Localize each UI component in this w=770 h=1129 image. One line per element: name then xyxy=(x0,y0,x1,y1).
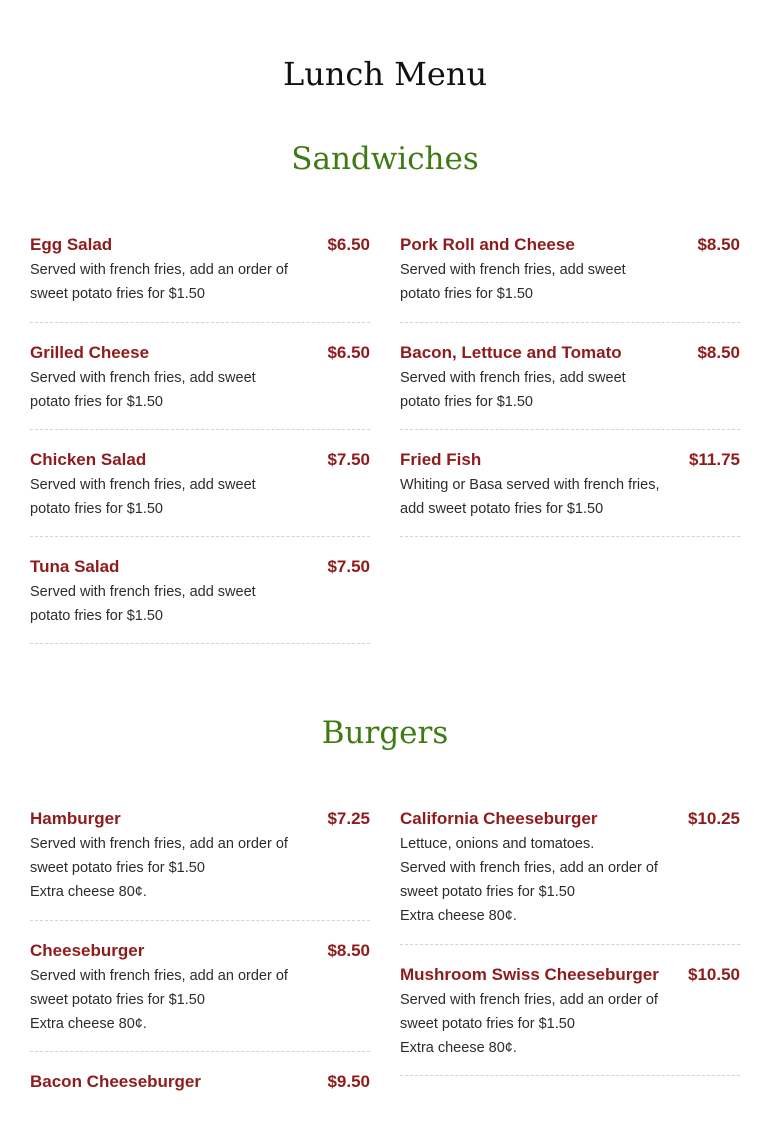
item-price: $8.50 xyxy=(697,235,740,254)
item-extra-note: Extra cheese 80¢. xyxy=(400,908,517,924)
item-price: $9.50 xyxy=(327,1072,370,1091)
item-description: Served with french fries, add sweet potato fries for $1.50 xyxy=(30,584,256,624)
menu-item-cheeseburger xyxy=(30,938,370,1052)
item-name: California Cheeseburger xyxy=(400,809,598,828)
item-price: $10.50 xyxy=(688,965,740,984)
burgers-left-column xyxy=(30,806,370,1129)
item-extra-note: Extra cheese 80¢. xyxy=(30,1016,147,1032)
menu-item-tuna-salad xyxy=(30,554,370,644)
section-title-burgers: Burgers xyxy=(321,715,449,751)
menu-item-mushroom-swiss-cheeseburger xyxy=(400,962,740,1076)
item-price: $10.25 xyxy=(688,809,740,828)
item-description: Served with french fries, add an order of sweet potato fries for $1.50 xyxy=(400,992,658,1032)
item-description: Served with french fries, add sweet potato fries for $1.50 xyxy=(400,262,626,302)
item-name: Bacon Cheeseburger xyxy=(30,1072,201,1091)
menu-item-fried-fish xyxy=(400,447,740,537)
item-price: $11.75 xyxy=(688,450,740,469)
item-description: Whiting or Basa served with french fries, add sweet potato fries for $1.50 xyxy=(400,477,660,517)
item-name: Bacon, Lettuce and Tomato xyxy=(400,343,622,362)
item-price: $8.50 xyxy=(327,941,370,960)
item-extra-note: Extra cheese 80¢. xyxy=(400,1040,517,1056)
item-description: Served with french fries, add an order of sweet potato fries for $1.50 xyxy=(30,262,288,302)
item-price: $7.25 xyxy=(327,809,370,828)
item-name: Chicken Salad xyxy=(30,450,147,469)
item-description: Served with french fries, add an order of sweet potato fries for $1.50 xyxy=(30,968,288,1008)
item-name: Cheeseburger xyxy=(30,941,145,960)
page-title: Lunch Menu xyxy=(282,55,488,93)
item-extra-note: Extra cheese 80¢. xyxy=(30,884,147,900)
sandwiches-right-column xyxy=(400,232,740,537)
item-description: Served with french fries, add sweet potato fries for $1.50 xyxy=(400,370,626,410)
menu-item-california-cheeseburger xyxy=(400,806,740,945)
burgers-right-column xyxy=(400,806,740,1076)
menu-item-hamburger xyxy=(30,806,370,921)
item-name: Pork Roll and Cheese xyxy=(400,235,575,254)
item-price: $8.50 xyxy=(697,343,740,362)
menu-item-egg-salad xyxy=(30,232,370,323)
menu-item-bacon-cheeseburger xyxy=(30,1069,370,1129)
menu-item-blt xyxy=(400,340,740,430)
menu-item-grilled-cheese xyxy=(30,340,370,430)
item-name: Hamburger xyxy=(30,809,121,828)
item-description: Served with french fries, add sweet potato fries for $1.50 xyxy=(30,477,256,517)
item-name: Tuna Salad xyxy=(30,557,120,576)
item-description: Served with french fries, add sweet potato fries for $1.50 xyxy=(30,370,256,410)
item-description: Served with french fries, add an order of sweet potato fries for $1.50 xyxy=(30,836,288,876)
item-name: Mushroom Swiss Cheeseburger xyxy=(400,965,659,984)
item-price: $7.50 xyxy=(327,557,370,576)
item-description: Served with french fries, add an order of sweet potato fries for $1.50 xyxy=(400,860,658,900)
item-price: $6.50 xyxy=(327,343,370,362)
item-price: $6.50 xyxy=(327,235,370,254)
item-name: Fried Fish xyxy=(400,450,482,469)
item-name: Grilled Cheese xyxy=(30,343,150,362)
item-price: $7.50 xyxy=(327,450,370,469)
menu-item-chicken-salad xyxy=(30,447,370,537)
item-name: Egg Salad xyxy=(30,235,113,254)
menu-item-pork-roll-and-cheese xyxy=(400,232,740,323)
item-ingredients: Lettuce, onions and tomatoes. xyxy=(400,836,595,852)
section-title-sandwiches: Sandwiches xyxy=(291,141,479,177)
sandwiches-left-column xyxy=(30,232,370,644)
